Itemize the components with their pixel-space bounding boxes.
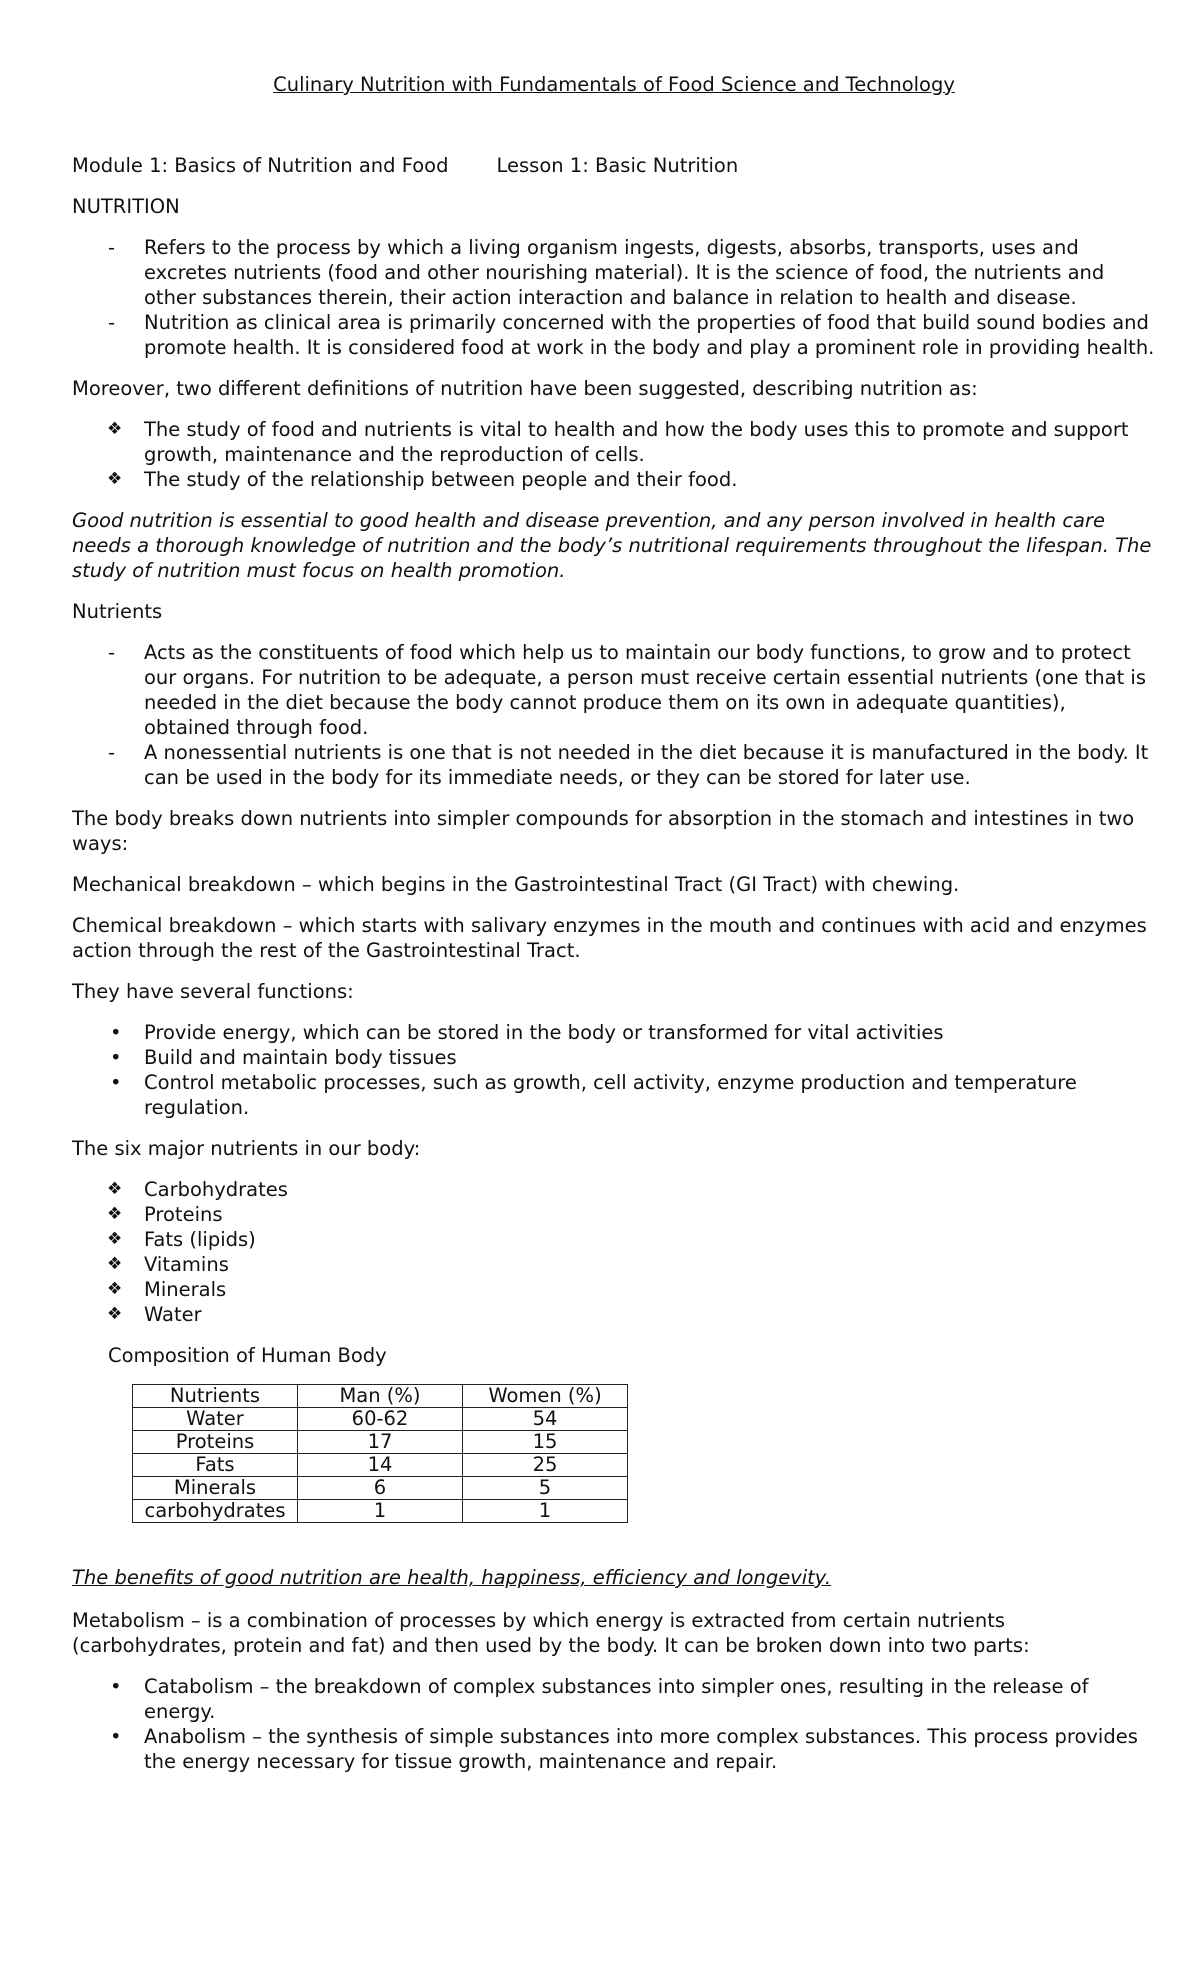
table-cell: 15: [463, 1431, 628, 1454]
benefits-statement: The benefits of good nutrition are health, happiness, efficiency and longevity.: [72, 1566, 832, 1589]
body-composition-table: [132, 1384, 628, 1523]
module-lesson-line: [72, 153, 1156, 178]
table-cell: 1: [298, 1500, 463, 1523]
table-cell: carbohydrates: [133, 1500, 298, 1523]
table-cell: Proteins: [133, 1431, 298, 1454]
list-item: • Anabolism – the synthesis of simple substances into more complex substances. This process provides the energy necessary for tissue growth, maintenance and repair.: [110, 1725, 1138, 1773]
table-header-cell: Women (%): [463, 1385, 628, 1408]
list-item: - Acts as the constituents of food which help us to maintain our body functions, to grow and to protect our organs. For nutrition to be adequate, a person must receive certain essential nutrients (one that is needed in the diet because the body cannot produce them on its own in adequate quantities), obtained through food.: [108, 641, 1147, 739]
definitions-list: [72, 417, 1156, 492]
table-row: [133, 1431, 628, 1454]
bullet-icon: •: [110, 1021, 122, 1044]
functions-list: [72, 1020, 1156, 1120]
list-item: ❖ Proteins: [107, 1203, 223, 1226]
mechanical-breakdown-paragraph: Mechanical breakdown – which begins in the Gastrointestinal Tract (GI Tract) with chewing.: [72, 873, 960, 896]
bullet-icon: •: [110, 1725, 122, 1748]
table-cell: Fats: [133, 1454, 298, 1477]
breakdown-intro-paragraph: The body breaks down nutrients into simpler compounds for absorption in the stomach and intestines in two ways:: [72, 807, 1135, 855]
metabolism-paragraph: Metabolism – is a combination of processes by which energy is extracted from certain nutrients (carbohydrates, protein and fat) and then used by the body. It can be broken down into two parts:: [72, 1609, 1030, 1657]
diamond-bullet-icon: ❖: [107, 419, 123, 439]
document-title: Culinary Nutrition with Fundamentals of Food Science and Technology: [273, 73, 955, 96]
table-cell: 14: [298, 1454, 463, 1477]
table-cell: 6: [298, 1477, 463, 1500]
table-cell: Water: [133, 1408, 298, 1431]
diamond-bullet-icon: ❖: [107, 1229, 123, 1249]
list-item: ❖ The study of the relationship between people and their food.: [107, 468, 738, 491]
table-cell: 17: [298, 1431, 463, 1454]
table-cell: 1: [463, 1500, 628, 1523]
metabolism-parts-list: [72, 1674, 1156, 1774]
diamond-bullet-icon: ❖: [107, 1204, 123, 1224]
list-item: ❖ Minerals: [107, 1278, 227, 1301]
moreover-paragraph: Moreover, two different definitions of nutrition have been suggested, describing nutrition as:: [72, 377, 978, 400]
bullet-icon: •: [110, 1046, 122, 1069]
diamond-bullet-icon: ❖: [107, 1304, 123, 1324]
chemical-breakdown-paragraph: Chemical breakdown – which starts with salivary enzymes in the mouth and continues with acid and enzymes action through the rest of the Gastrointestinal Tract.: [72, 914, 1147, 962]
six-nutrients-list: [72, 1177, 1156, 1327]
table-cell: Minerals: [133, 1477, 298, 1500]
dash-marker: -: [108, 236, 116, 259]
list-item: - A nonessential nutrients is one that is not needed in the diet because it is manufactured in the body. It can be used in the body for its immediate needs, or they can be stored for later use.: [108, 741, 1149, 789]
list-item: ❖ Water: [107, 1303, 202, 1326]
list-item: • Build and maintain body tissues: [110, 1046, 457, 1069]
table-header-cell: Nutrients: [133, 1385, 298, 1408]
diamond-bullet-icon: ❖: [107, 1254, 123, 1274]
diamond-bullet-icon: ❖: [107, 1279, 123, 1299]
good-nutrition-paragraph: Good nutrition is essential to good health and disease prevention, and any person involved in health care needs a thorough knowledge of nutrition and the body’s nutritional requirements throughout the lifespan. The study of nutrition must focus on health promotion.: [72, 509, 1152, 582]
table-caption: Composition of Human Body: [108, 1344, 387, 1367]
list-item: ❖ Vitamins: [107, 1253, 229, 1276]
lesson-label: Lesson 1: Basic Nutrition: [496, 154, 739, 177]
table-cell: 5: [463, 1477, 628, 1500]
list-item: ❖ Carbohydrates: [107, 1178, 288, 1201]
list-item: ❖ Fats (lipids): [107, 1228, 256, 1251]
dash-marker: -: [108, 741, 116, 764]
dash-marker: -: [108, 641, 116, 664]
diamond-bullet-icon: ❖: [107, 469, 123, 489]
table-header-row: [133, 1385, 628, 1408]
table-row: [133, 1500, 628, 1523]
list-item: ❖ The study of food and nutrients is vital to health and how the body uses this to promote and support growth, maintenance and the reproduction of cells.: [107, 418, 1129, 466]
list-item: - Refers to the process by which a living organism ingests, digests, absorbs, transports, uses and excretes nutrients (food and other nourishing material). It is the science of food, the nutrients and other substances therein, their action interaction and balance in relation to health and disease.: [108, 236, 1105, 309]
table-row: [133, 1408, 628, 1431]
bullet-icon: •: [110, 1071, 122, 1094]
document-page: [72, 72, 1156, 1790]
table-row: [133, 1454, 628, 1477]
table-cell: 54: [463, 1408, 628, 1431]
list-item: - Nutrition as clinical area is primarily concerned with the properties of food that build sound bodies and promote health. It is considered food at work in the body and play a prominent role in providing health.: [108, 311, 1155, 359]
table-row: [133, 1477, 628, 1500]
table-header-cell: Man (%): [298, 1385, 463, 1408]
bullet-icon: •: [110, 1675, 122, 1698]
diamond-bullet-icon: ❖: [107, 1179, 123, 1199]
module-label: Module 1: Basics of Nutrition and Food: [72, 154, 449, 177]
list-item: • Provide energy, which can be stored in the body or transformed for vital activities: [110, 1021, 944, 1044]
list-item: • Control metabolic processes, such as growth, cell activity, enzyme production and temperature regulation.: [110, 1071, 1077, 1119]
table-cell: 25: [463, 1454, 628, 1477]
six-nutrients-intro-paragraph: The six major nutrients in our body:: [72, 1137, 421, 1160]
nutrition-points-list: [72, 235, 1156, 360]
functions-intro-paragraph: They have several functions:: [72, 980, 354, 1003]
dash-marker: -: [108, 311, 116, 334]
nutrients-points-list: [72, 640, 1156, 790]
nutrition-heading: NUTRITION: [72, 195, 180, 218]
nutrients-heading: Nutrients: [72, 600, 163, 623]
table-cell: 60-62: [298, 1408, 463, 1431]
list-item: • Catabolism – the breakdown of complex substances into simpler ones, resulting in the release of energy.: [110, 1675, 1089, 1723]
